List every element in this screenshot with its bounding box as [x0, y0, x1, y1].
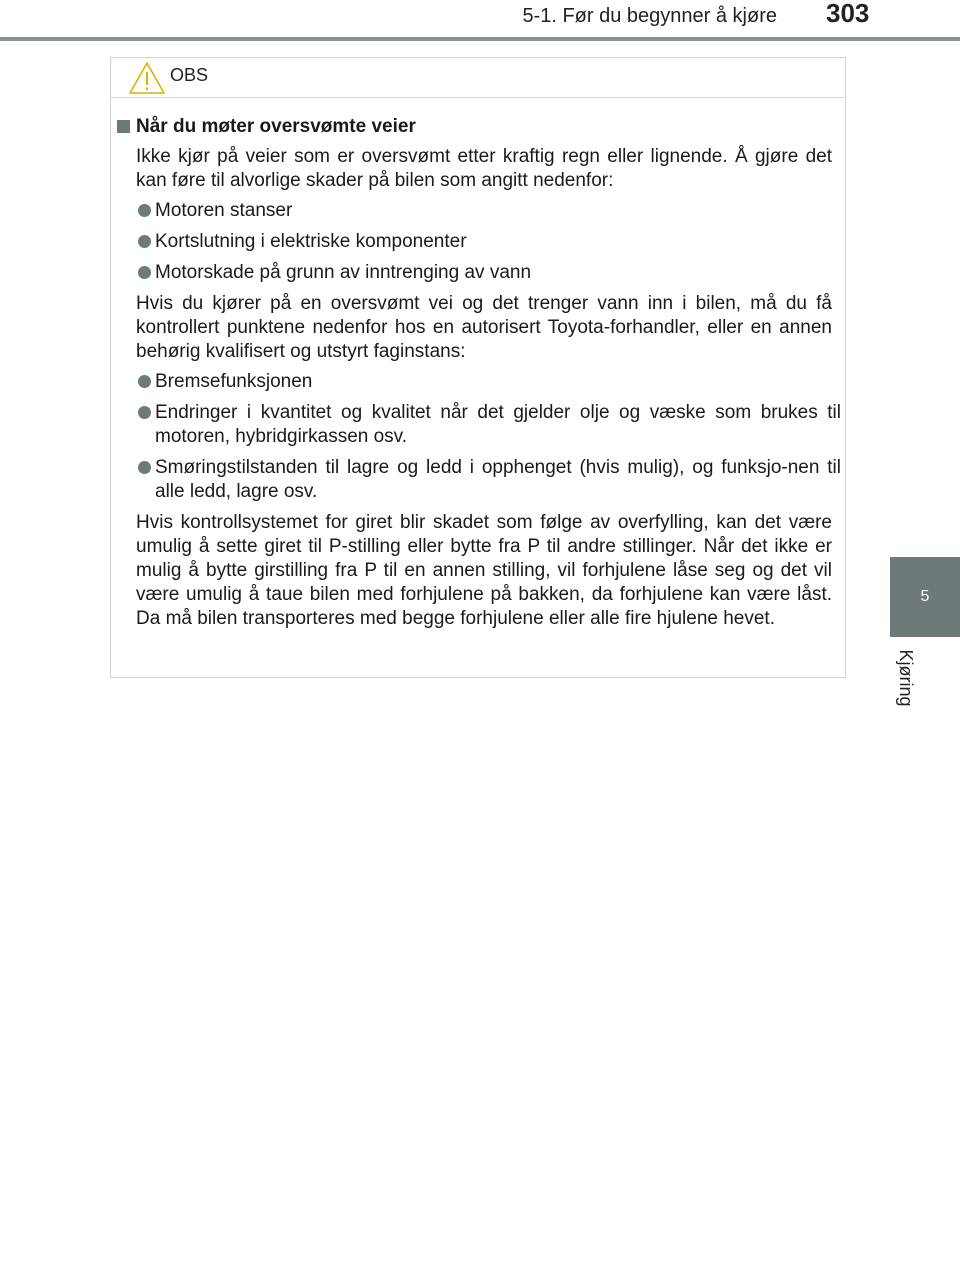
- chapter-label: Kjøring: [896, 649, 916, 707]
- list-item: [155, 401, 841, 449]
- chapter-tab[interactable]: [890, 557, 960, 637]
- running-header-section-title: 5-1. Før du begynner å kjøre: [522, 5, 777, 27]
- caution-notice-box: [110, 57, 846, 678]
- notice-content: [111, 115, 847, 637]
- list-item-text: Motoren stanser: [155, 200, 293, 221]
- list-item-text: Kortslutning i elektriske komponenter: [155, 231, 467, 252]
- list-item: [155, 199, 841, 223]
- warning-triangle-icon: [128, 61, 166, 100]
- intro-paragraph: Ikke kjør på veier som er oversvømt etter kraftig regn eller lignende. Å gjøre det kan føre til alvorlige skader på bilen som angitt nedenfor:: [136, 146, 832, 191]
- section-heading-text: Når du møter oversvømte veier: [136, 116, 416, 137]
- bullet-dot-icon: [138, 375, 151, 388]
- square-bullet-icon: [117, 120, 130, 133]
- list-item: [155, 370, 841, 394]
- closing-paragraph: Hvis kontrollsystemet for giret blir skadet som følge av overfylling, kan det være umulig å sette giret til P-stilling eller bytte fra P til andre stillinger. Når det ikke er mulig å bytte girstilling fra P til en annen stilling, vil forhjulene låse seg og det vil være umulig å taue bilen med forhjulene på bakken, da forhjulene kan være låst. Da må bilen transporteres med begge forhjulene eller alle fire hjulene hevet.: [136, 512, 832, 629]
- page-number: 303: [826, 0, 870, 28]
- list-item-text: Motorskade på grunn av inntrenging av vann: [155, 262, 532, 283]
- bullet-dot-icon: [138, 235, 151, 248]
- list-item: [155, 456, 841, 504]
- bullet-dot-icon: [138, 266, 151, 279]
- header-rule: [0, 37, 960, 41]
- bullet-dot-icon: [138, 406, 151, 419]
- list-item-text: Endringer i kvantitet og kvalitet når det gjelder olje og væske som brukes til motoren, hybridgirkassen osv.: [155, 402, 841, 447]
- chapter-number: 5: [920, 588, 930, 605]
- section-heading: [111, 115, 847, 139]
- notice-label: OBS: [170, 65, 209, 85]
- notice-header: [111, 58, 845, 98]
- bullet-dot-icon: [138, 461, 151, 474]
- list-item: [155, 230, 841, 254]
- list-item-text: Bremsefunksjonen: [155, 371, 313, 392]
- list-item-text: Smøringstilstanden til lagre og ledd i opphenget (hvis mulig), og funksjo-nen til alle ledd, lagre osv.: [155, 457, 841, 502]
- bullet-dot-icon: [138, 204, 151, 217]
- list-item: [155, 261, 841, 285]
- check-intro-paragraph: Hvis du kjører på en oversvømt vei og det trenger vann inn i bilen, må du få kontrollert punktene nedenfor hos en autorisert Toyota-forhandler, eller en annen behørig kvalifisert og utstyrt faginstans:: [136, 293, 832, 362]
